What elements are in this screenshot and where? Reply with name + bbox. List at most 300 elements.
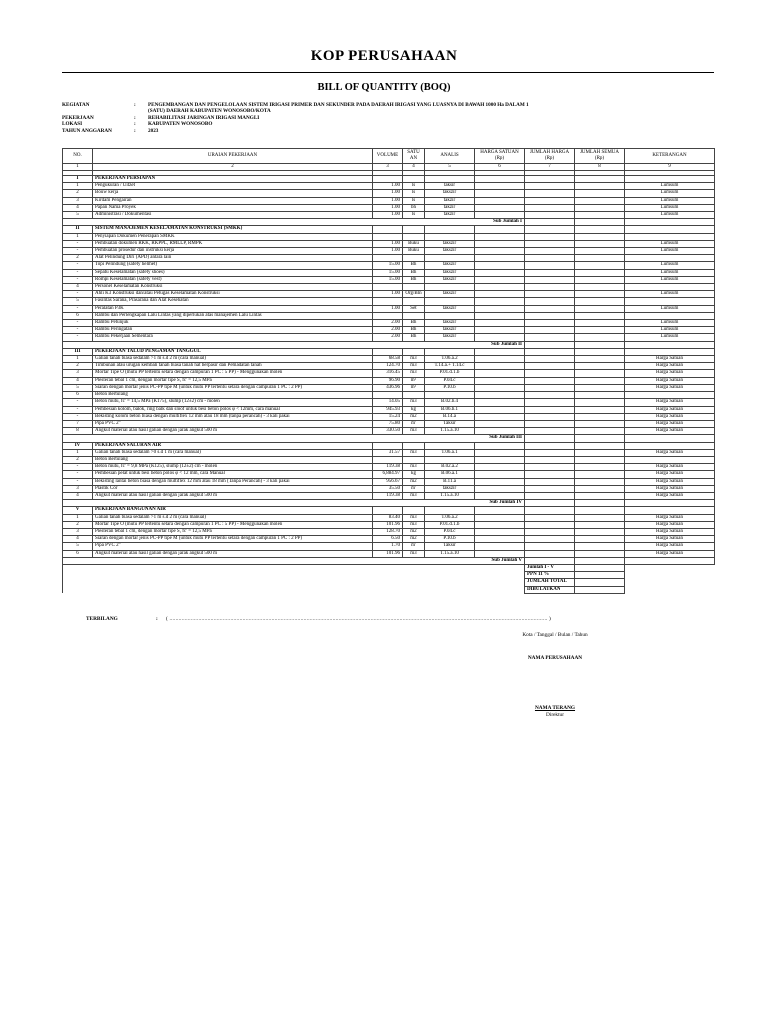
item-description: Rompi Keselamatan (safety vest): [93, 276, 373, 283]
item-number: 3: [63, 528, 93, 535]
item-number: -: [63, 248, 93, 255]
item-analysis: B.02.b.4: [425, 399, 475, 406]
item-analysis: [425, 348, 475, 355]
project-info-colon: :: [134, 121, 136, 128]
item-unit: m': [403, 420, 425, 427]
subtotal-all: [575, 500, 625, 507]
item-unit: Bh: [403, 262, 425, 269]
item-number: 6: [63, 550, 93, 557]
item-unit: [403, 298, 425, 305]
item-volume: 945.93: [373, 406, 403, 413]
item-number: 7: [63, 420, 93, 427]
item-volume: 96.90: [373, 377, 403, 384]
item-unit: Org/Bln: [403, 291, 425, 298]
item-total-price: [525, 204, 575, 211]
total-label: JUMLAH TOTAL: [525, 579, 575, 586]
item-unit-price: [475, 204, 525, 211]
item-unit: m²: [403, 384, 425, 391]
item-remarks: [625, 226, 715, 233]
item-volume: 1.00: [373, 197, 403, 204]
col-number: 3: [373, 164, 403, 171]
item-unit: Bh: [403, 276, 425, 283]
table-row: [63, 305, 715, 312]
item-unit: [403, 226, 425, 233]
item-total-price: [525, 190, 575, 197]
item-volume: 119.38: [373, 464, 403, 471]
total-row: [63, 579, 715, 586]
item-number: II: [63, 226, 93, 233]
table-row: [63, 334, 715, 341]
table-row: [63, 485, 715, 492]
table-row: [63, 377, 715, 384]
subtotal-row: [63, 341, 715, 348]
item-remarks: Harga Satuan: [625, 406, 715, 413]
item-unit-price: [475, 536, 525, 543]
item-volume: 31.57: [373, 449, 403, 456]
item-total-price: [525, 464, 575, 471]
boq-table: [62, 148, 715, 594]
item-unit: [403, 348, 425, 355]
item-total-price: [525, 255, 575, 262]
item-unit-price: [475, 276, 525, 283]
item-description: PEKERJAAN BANGUNAN AIR: [93, 507, 373, 514]
item-analysis: takszir: [425, 262, 475, 269]
item-description: Alat Pelindung Diri (APD) antara lain: [93, 255, 373, 262]
item-analysis: [425, 507, 475, 514]
item-number: -: [63, 269, 93, 276]
col-number: 5: [425, 164, 475, 171]
item-description: Administrasi / Dokumentasi: [93, 212, 373, 219]
item-remarks: Lumsum: [625, 212, 715, 219]
item-total-price: [525, 334, 575, 341]
item-unit: m3: [403, 514, 425, 521]
item-unit-price: [475, 406, 525, 413]
item-unit: ls: [403, 197, 425, 204]
item-grand-total: [575, 413, 625, 420]
total-label: Jumlah I - V: [525, 564, 575, 571]
item-unit: m2: [403, 478, 425, 485]
item-unit-price: [475, 320, 525, 327]
item-unit-price: [475, 334, 525, 341]
subtotal-label: Sub Jumlah III: [63, 435, 525, 442]
item-total-price: [525, 312, 575, 319]
col-no: NO.: [63, 149, 93, 164]
item-total-price: [525, 226, 575, 233]
item-volume: 2.00: [373, 320, 403, 327]
item-description: Pipa PVC 2": [93, 543, 373, 550]
item-volume: [373, 442, 403, 449]
item-description: Penyiapan Dokumen Penerapan SMKK: [93, 233, 373, 240]
item-number: 1: [63, 233, 93, 240]
subtotal-all: [575, 435, 625, 442]
col-volume: VOLUME: [373, 149, 403, 164]
item-remarks: [625, 298, 715, 305]
item-remarks: Harga Satuan: [625, 521, 715, 528]
item-volume: 15.00: [373, 262, 403, 269]
item-unit-price: [475, 507, 525, 514]
total-blank: [63, 586, 525, 593]
item-description: Beton mutu, fc' = 14,5 MPa (K175), slump (12±2) cm - molen: [93, 399, 373, 406]
item-unit-price: [475, 514, 525, 521]
table-row: [63, 456, 715, 463]
item-total-price: [525, 456, 575, 463]
item-description: Bouw kerja: [93, 190, 373, 197]
item-unit-price: [475, 305, 525, 312]
item-number: 2: [63, 255, 93, 262]
item-unit: m': [403, 485, 425, 492]
item-grand-total: [575, 428, 625, 435]
item-description: Pembesian kolom, balok, ring balk dan sloof untuk besi beton polos φ < 12mm, cara manual: [93, 406, 373, 413]
col-description: URAIAN PEKERJAAN: [93, 149, 373, 164]
table-row: [63, 384, 715, 391]
item-remarks: Lumsum: [625, 248, 715, 255]
item-volume: 6.50: [373, 536, 403, 543]
item-volume: 1.00: [373, 305, 403, 312]
item-unit-price: [475, 550, 525, 557]
item-grand-total: [575, 204, 625, 211]
item-remarks: Harga Satuan: [625, 528, 715, 535]
item-total-price: [525, 543, 575, 550]
col-number: 7: [525, 164, 575, 171]
item-unit-price: [475, 485, 525, 492]
item-total-price: [525, 269, 575, 276]
item-remarks: Lumsum: [625, 190, 715, 197]
item-unit-price: [475, 255, 525, 262]
item-unit-price: [475, 233, 525, 240]
item-unit: Bh: [403, 269, 425, 276]
item-total-price: [525, 384, 575, 391]
item-volume: [373, 348, 403, 355]
item-grand-total: [575, 399, 625, 406]
project-info: [62, 102, 712, 134]
item-unit: [403, 507, 425, 514]
subtotal-amount: [525, 500, 575, 507]
item-volume: [373, 233, 403, 240]
document-title: BILL OF QUANTITY (BOQ): [317, 82, 451, 93]
table-row: [63, 528, 715, 535]
item-description: Mortar Tipe O (mutu PP tertentu setara dengan campuran 1 PC : 5 PP) - Menggunakan molen: [93, 521, 373, 528]
item-total-price: [525, 363, 575, 370]
terbilang-colon: :: [156, 616, 158, 622]
item-number: -: [63, 276, 93, 283]
signature-date: Kota / Tanggal / Bulan / Tahun: [522, 632, 588, 638]
item-volume: [373, 456, 403, 463]
col-number: 6: [475, 164, 525, 171]
total-blank: [63, 564, 525, 571]
item-analysis: B.06.b.1: [425, 406, 475, 413]
item-description: Bekisting lantai beton biasa dengan multiflex 12 mm atau 18 mm (Tanpa Perancah) - 3 kali pakai: [93, 478, 373, 485]
total-amount: [575, 572, 625, 579]
item-unit: m3: [403, 428, 425, 435]
item-volume: [373, 298, 403, 305]
item-grand-total: [575, 543, 625, 550]
item-description: Sepatu Keselamatan (safety shoes): [93, 269, 373, 276]
col-remarks: KETERANGAN: [625, 149, 715, 164]
item-unit: [403, 284, 425, 291]
project-info-value: 2023: [148, 127, 159, 134]
item-analysis: takzir: [425, 197, 475, 204]
project-info-key: PEKERJAAN: [62, 114, 94, 121]
item-analysis: B.06.a.1: [425, 471, 475, 478]
item-description: Pembesian pelat untuk besi beton polos φ < 12 mm, cara Manual: [93, 471, 373, 478]
item-grand-total: [575, 298, 625, 305]
item-grand-total: [575, 449, 625, 456]
item-grand-total: [575, 240, 625, 247]
signature-company: NAMA PERUSAHAAN: [527, 655, 583, 661]
item-total-price: [525, 248, 575, 255]
item-remarks: Harga Satuan: [625, 377, 715, 384]
item-description: Siaran dengan mortar jenis PC-PP tipe M (untuk mutu PP tertentu setara dengan campuran 1 PC : 2 PP): [93, 384, 373, 391]
item-volume: 330.50: [373, 428, 403, 435]
item-remarks: [625, 392, 715, 399]
item-number: -: [63, 406, 93, 413]
item-unit: m2: [403, 536, 425, 543]
item-description: Rambu Peringatan: [93, 327, 373, 334]
item-analysis: takszir: [425, 190, 475, 197]
item-volume: 35.50: [373, 485, 403, 492]
item-remarks: Harga Satuan: [625, 492, 715, 499]
item-description: Beton mutu, fc' = 9,8 MPa (K125), slump (12±2) cm - molen: [93, 464, 373, 471]
item-unit: Bh: [403, 327, 425, 334]
item-volume: 1.00: [373, 204, 403, 211]
item-unit-price: [475, 370, 525, 377]
item-total-price: [525, 420, 575, 427]
item-analysis: [425, 298, 475, 305]
item-analysis: takszir: [425, 485, 475, 492]
item-grand-total: [575, 190, 625, 197]
item-description: Galian tanah biasa sedalam >1 m s.d 2 m (cara manual): [93, 356, 373, 363]
item-analysis: T.15.a.10: [425, 428, 475, 435]
item-number: 6: [63, 392, 93, 399]
item-unit-price: [475, 543, 525, 550]
item-total-price: [525, 240, 575, 247]
item-analysis: takzir: [425, 212, 475, 219]
item-remarks: Harga Satuan: [625, 514, 715, 521]
item-volume: 6,884.97: [373, 471, 403, 478]
item-volume: 1.70: [373, 543, 403, 550]
item-volume: 2.00: [373, 334, 403, 341]
project-info-value: PENGEMBANGAN DAN PENGELOLAAN SISTEM IRIGASI PRIMER DAN SEKUNDER PADA DAERAH IRIGASI YANG LUASNYA DI BAWAH 1000 Ha DALAM 1: [148, 102, 529, 108]
item-unit: ls: [403, 183, 425, 190]
item-description: Ahli K3 Konstruksi dan/atau Petugas Keselamatan Konstruksi: [93, 291, 373, 298]
item-unit-price: [475, 492, 525, 499]
item-unit-price: [475, 464, 525, 471]
item-number: 2: [63, 190, 93, 197]
col-number: 8: [575, 164, 625, 171]
item-unit: [403, 176, 425, 183]
item-volume: [373, 392, 403, 399]
project-info-value: REHABILITASI JARINGAN IRIGASI MANGLI: [148, 114, 260, 121]
item-analysis: [425, 176, 475, 183]
item-total-price: [525, 356, 575, 363]
section-row: [63, 226, 715, 233]
item-grand-total: [575, 276, 625, 283]
item-analysis: [425, 233, 475, 240]
item-unit-price: [475, 291, 525, 298]
item-unit-price: [475, 284, 525, 291]
item-remarks: Harga Satuan: [625, 471, 715, 478]
item-volume: 68.58: [373, 356, 403, 363]
item-analysis: Taksir: [425, 543, 475, 550]
item-total-price: [525, 176, 575, 183]
table-row: [63, 233, 715, 240]
item-unit-price: [475, 269, 525, 276]
item-grand-total: [575, 262, 625, 269]
item-grand-total: [575, 327, 625, 334]
item-remarks: Lumsum: [625, 197, 715, 204]
table-row: [63, 248, 715, 255]
item-number: 1: [63, 449, 93, 456]
section-row: [63, 176, 715, 183]
item-total-price: [525, 348, 575, 355]
item-total-price: [525, 428, 575, 435]
item-volume: 101.96: [373, 550, 403, 557]
item-description: Plastik Cor: [93, 485, 373, 492]
item-total-price: [525, 233, 575, 240]
table-row: [63, 298, 715, 305]
item-number: -: [63, 413, 93, 420]
item-number: V: [63, 507, 93, 514]
item-description: Pengukuran / Uitzet: [93, 183, 373, 190]
item-analysis: B.11.a: [425, 478, 475, 485]
item-grand-total: [575, 284, 625, 291]
item-number: 5: [63, 543, 93, 550]
item-total-price: [525, 413, 575, 420]
item-grand-total: [575, 212, 625, 219]
item-unit: m3: [403, 449, 425, 456]
item-description: Mortar Tipe O (mutu PP tertentu setara dengan campuran 1 PC : 5 PP) - Menggunakan molen: [93, 370, 373, 377]
total-remarks: [625, 572, 715, 579]
item-number: -: [63, 478, 93, 485]
item-grand-total: [575, 507, 625, 514]
table-row: [63, 363, 715, 370]
item-remarks: Harga Satuan: [625, 485, 715, 492]
item-volume: 14.05: [373, 399, 403, 406]
item-unit-price: [475, 521, 525, 528]
item-grand-total: [575, 226, 625, 233]
item-remarks: [625, 312, 715, 319]
table-row: [63, 543, 715, 550]
item-unit: m2: [403, 413, 425, 420]
item-total-price: [525, 197, 575, 204]
col-number: 4: [403, 164, 425, 171]
item-grand-total: [575, 464, 625, 471]
subtotal-row: [63, 219, 715, 226]
total-amount: [575, 564, 625, 571]
subtotal-all: [575, 219, 625, 226]
item-description: Pembuatan prosedur dan instruksi kerja: [93, 248, 373, 255]
item-volume: 1.00: [373, 248, 403, 255]
item-unit: m3: [403, 492, 425, 499]
item-grand-total: [575, 442, 625, 449]
table-row: [63, 492, 715, 499]
item-description: Rambu dan Perlengkapan Lalu Lintas yang diperlukan atas manajemen Lalu Lintas: [93, 312, 373, 319]
table-row: [63, 478, 715, 485]
table-row: [63, 276, 715, 283]
project-info-value: KABUPATEN WONOSOBO: [148, 121, 213, 128]
item-remarks: Lumsum: [625, 204, 715, 211]
item-grand-total: [575, 514, 625, 521]
item-unit: Bh: [403, 334, 425, 341]
item-description: Personel Keselamatan Konstruksi: [93, 284, 373, 291]
col-unit: SATU AN: [403, 149, 425, 164]
item-volume: 15.00: [373, 269, 403, 276]
item-grand-total: [575, 248, 625, 255]
item-remarks: Harga Satuan: [625, 550, 715, 557]
item-unit-price: [475, 327, 525, 334]
item-remarks: Harga Satuan: [625, 399, 715, 406]
item-remarks: [625, 233, 715, 240]
item-total-price: [525, 327, 575, 334]
table-row: [63, 262, 715, 269]
item-grand-total: [575, 348, 625, 355]
item-volume: [373, 226, 403, 233]
item-number: 1: [63, 514, 93, 521]
item-grand-total: [575, 356, 625, 363]
item-unit-price: [475, 298, 525, 305]
item-remarks: Harga Satuan: [625, 370, 715, 377]
item-grand-total: [575, 456, 625, 463]
item-volume: 1.00: [373, 240, 403, 247]
item-total-price: [525, 550, 575, 557]
item-analysis: [425, 226, 475, 233]
item-description: Timbunan atau urugan kembali tanah biasa tanah hat berpasir dan Pemadatan tanah: [93, 363, 373, 370]
item-total-price: [525, 298, 575, 305]
item-unit-price: [475, 449, 525, 456]
item-unit-price: [475, 471, 525, 478]
item-grand-total: [575, 478, 625, 485]
total-remarks: [625, 579, 715, 586]
item-unit: m2: [403, 528, 425, 535]
table-row: [63, 212, 715, 219]
item-analysis: T.14.a.+ T.14.c: [425, 363, 475, 370]
table-row: [63, 255, 715, 262]
item-total-price: [525, 449, 575, 456]
subtotal-label: Sub Jumlah IV: [63, 500, 525, 507]
item-grand-total: [575, 334, 625, 341]
item-remarks: Lumsum: [625, 183, 715, 190]
col-number: 1: [63, 164, 93, 171]
subtotal-label: Sub Jumlah I: [63, 219, 525, 226]
item-unit-price: [475, 399, 525, 406]
total-row: [63, 586, 715, 593]
item-unit: m3: [403, 550, 425, 557]
item-unit: Buku: [403, 240, 425, 247]
item-analysis: P.10.b: [425, 384, 475, 391]
table-row: [63, 197, 715, 204]
table-row: [63, 392, 715, 399]
item-analysis: takszir: [425, 291, 475, 298]
item-grand-total: [575, 528, 625, 535]
item-analysis: T.06.a.2: [425, 514, 475, 521]
column-number-row: [63, 164, 715, 171]
item-unit-price: [475, 456, 525, 463]
item-unit: [403, 312, 425, 319]
table-row: [63, 183, 715, 190]
item-description: Peralatan P3K: [93, 305, 373, 312]
item-grand-total: [575, 255, 625, 262]
item-number: -: [63, 305, 93, 312]
item-grand-total: [575, 370, 625, 377]
item-total-price: [525, 377, 575, 384]
item-description: PEKERJAAN PERSIAPAN: [93, 176, 373, 183]
project-info-key: LOKASI: [62, 121, 83, 128]
item-volume: [373, 312, 403, 319]
table-row: [63, 190, 715, 197]
item-analysis: T.15.a.10: [425, 550, 475, 557]
item-remarks: Harga Satuan: [625, 449, 715, 456]
subtotal-remarks: [625, 341, 715, 348]
